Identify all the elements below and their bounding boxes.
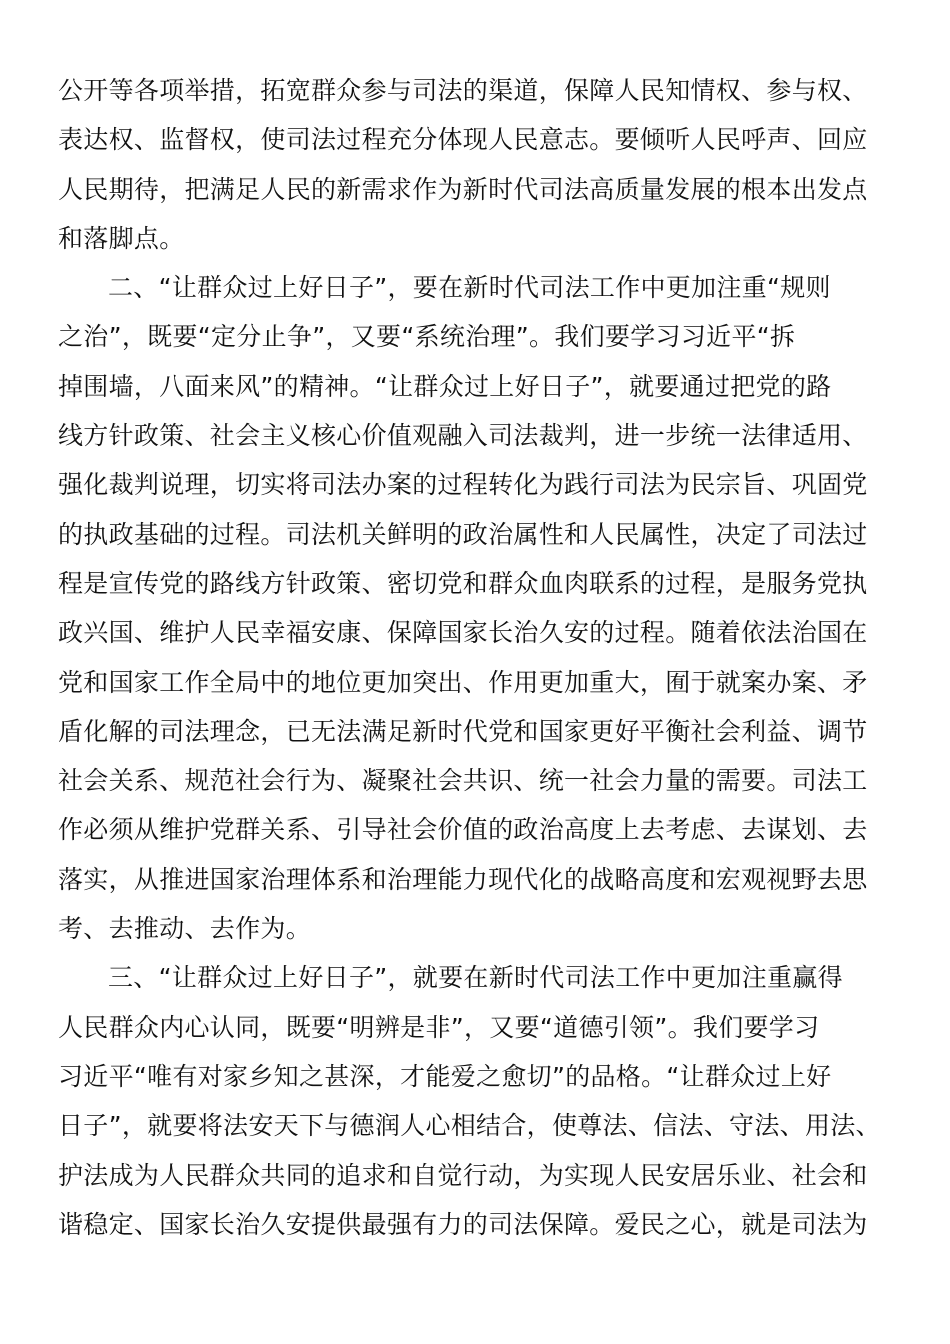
text-line: 的执政基础的过程。司法机关鲜明的政治属性和人民属性，决定了司法过 — [58, 519, 868, 549]
text-line: 人民期待，把满足人民的新需求作为新时代司法高质量发展的根本出发点 — [58, 174, 868, 204]
text-line: 社会关系、规范社会行为、凝聚社会共识、统一社会力量的需要。司法工 — [58, 766, 868, 796]
paragraph-start-line: 三、“让群众过上好日子”，就要在新时代司法工作中更加注重赢得 — [108, 963, 843, 993]
text-line: 考、去推动、去作为。 — [58, 914, 312, 944]
text-line: 作必须从维护党群关系、引导社会价值的政治高度上去考虑、去谋划、去 — [58, 815, 868, 845]
text-line: 人民群众内心认同，既要“明辨是非”，又要“道德引领”。我们要学习 — [58, 1012, 820, 1042]
paragraph-start-line: 二、“让群众过上好日子”，要在新时代司法工作中更加注重“规则 — [108, 273, 831, 303]
text-line: 习近平“唯有对家乡知之甚深，才能爱之愈切”的品格。“让群众过上好 — [58, 1061, 832, 1091]
text-line: 程是宣传党的路线方针政策、密切党和群众血肉联系的过程，是服务党执 — [58, 568, 868, 598]
text-line: 日子”，就要将法安天下与德润人心相结合，使尊法、信法、守法、用法、 — [58, 1111, 881, 1141]
text-line: 党和国家工作全局中的地位更加突出、作用更加重大，囿于就案办案、矛 — [58, 667, 868, 697]
text-line: 盾化解的司法理念，已无法满足新时代党和国家更好平衡社会利益、调节 — [58, 716, 868, 746]
text-line: 政兴国、维护人民幸福安康、保障国家长治久安的过程。随着依法治国在 — [58, 618, 868, 648]
text-line: 线方针政策、社会主义核心价值观融入司法裁判，进一步统一法律适用、 — [58, 421, 868, 451]
text-line: 之治”，既要“定分止争”，又要“系统治理”。我们要学习习近平“拆 — [58, 322, 796, 352]
text-line: 和落脚点。 — [58, 223, 185, 253]
text-line: 掉围墙，八面来风”的精神。“让群众过上好日子”，就要通过把党的路 — [58, 371, 832, 401]
text-line: 护法成为人民群众共同的追求和自觉行动，为实现人民安居乐业、社会和 — [58, 1160, 868, 1190]
text-line: 公开等各项举措，拓宽群众参与司法的渠道，保障人民知情权、参与权、 — [58, 76, 868, 105]
text-line: 强化裁判说理，切实将司法办案的过程转化为践行司法为民宗旨、巩固党 — [58, 470, 868, 500]
text-line: 表达权、监督权，使司法过程充分体现人民意志。要倾听人民呼声、回应 — [58, 125, 868, 155]
text-line: 谐稳定、国家长治久安提供最强有力的司法保障。爱民之心，就是司法为 — [58, 1209, 868, 1239]
text-line: 落实，从推进国家治理体系和治理能力现代化的战略高度和宏观视野去思 — [58, 864, 868, 894]
document-body — [58, 66, 892, 1249]
